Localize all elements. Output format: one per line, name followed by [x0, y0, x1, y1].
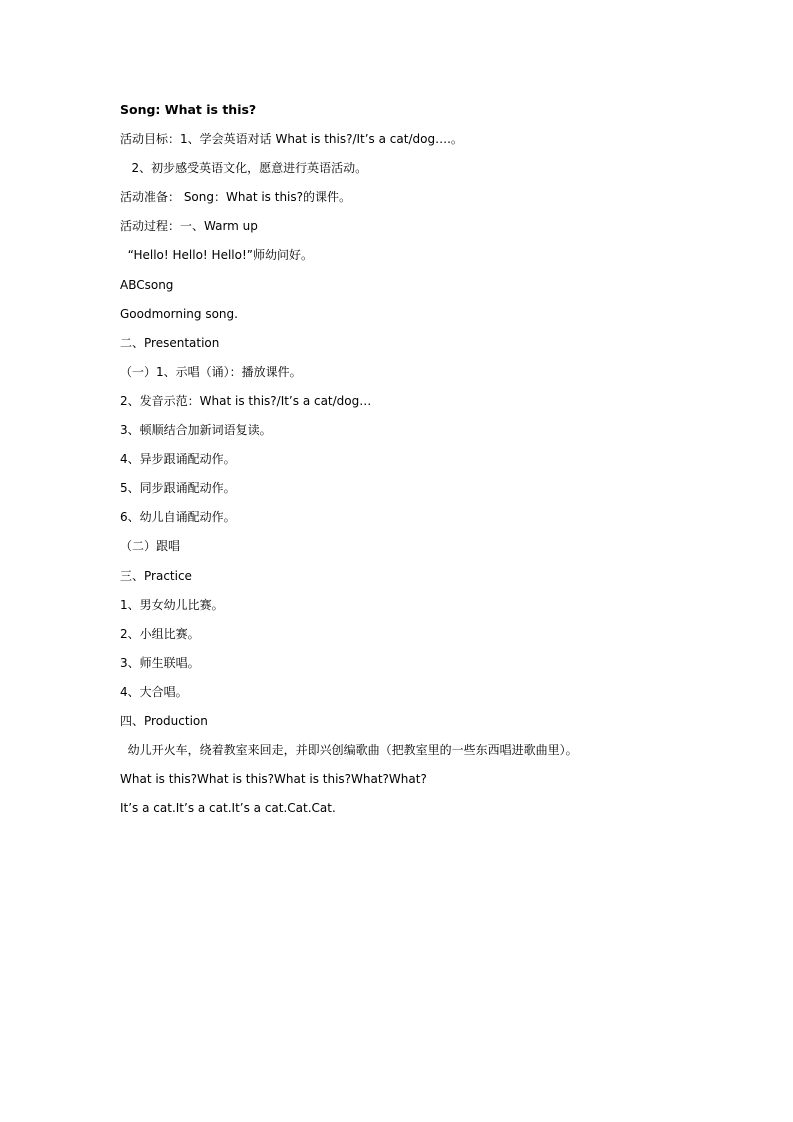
- paragraph-line: （一）1、示唱（诵）：播放课件。: [120, 364, 302, 379]
- paragraph-line: 2、初步感受英语文化，愿意进行英语活动。: [120, 161, 368, 176]
- paragraph-line: 5、同步跟诵配动作。: [120, 481, 236, 496]
- document-title: Song: What is this?: [120, 102, 257, 117]
- paragraph-line: 1、男女幼儿比赛。: [120, 597, 224, 612]
- section-heading: 二、Presentation: [120, 335, 220, 350]
- paragraph-line: 活动准备： Song：What is this?的课件。: [120, 190, 352, 205]
- paragraph-line: 3、顿顺结合加新词语复读。: [120, 423, 272, 438]
- paragraph-line: 3、师生联唱。: [120, 655, 200, 670]
- paragraph-line: It’s a cat.It’s a cat.It’s a cat.Cat.Cat.: [120, 801, 336, 816]
- paragraph-line: ABCsong: [120, 277, 174, 292]
- paragraph-line: 2、发音示范：What is this?/It’s a cat/dog…: [120, 393, 372, 408]
- paragraph-line: 幼儿开火车，绕着教室来回走，并即兴创编歌曲（把教室里的一些东西唱进歌曲里）。: [120, 743, 578, 758]
- paragraph-line: Goodmorning song.: [120, 306, 238, 321]
- paragraph-line: “Hello! Hello! Hello!”师幼问好。: [120, 248, 314, 263]
- paragraph-line: 活动过程：一、Warm up: [120, 219, 258, 234]
- section-heading: 三、Practice: [120, 568, 192, 583]
- document-body: [120, 100, 720, 827]
- paragraph-line: 4、异步跟诵配动作。: [120, 452, 236, 467]
- paragraph-line: （二）跟唱: [120, 539, 181, 554]
- paragraph-line: 2、小组比赛。: [120, 626, 200, 641]
- paragraph-line: 4、大合唱。: [120, 684, 188, 699]
- paragraph-line: 6、幼儿自诵配动作。: [120, 510, 236, 525]
- section-heading: 四、Production: [120, 713, 208, 728]
- paragraph-line: What is this?What is this?What is this?What?What?: [120, 772, 427, 787]
- paragraph-line: 活动目标：1、学会英语对话 What is this?/It’s a cat/dog….。: [120, 132, 463, 147]
